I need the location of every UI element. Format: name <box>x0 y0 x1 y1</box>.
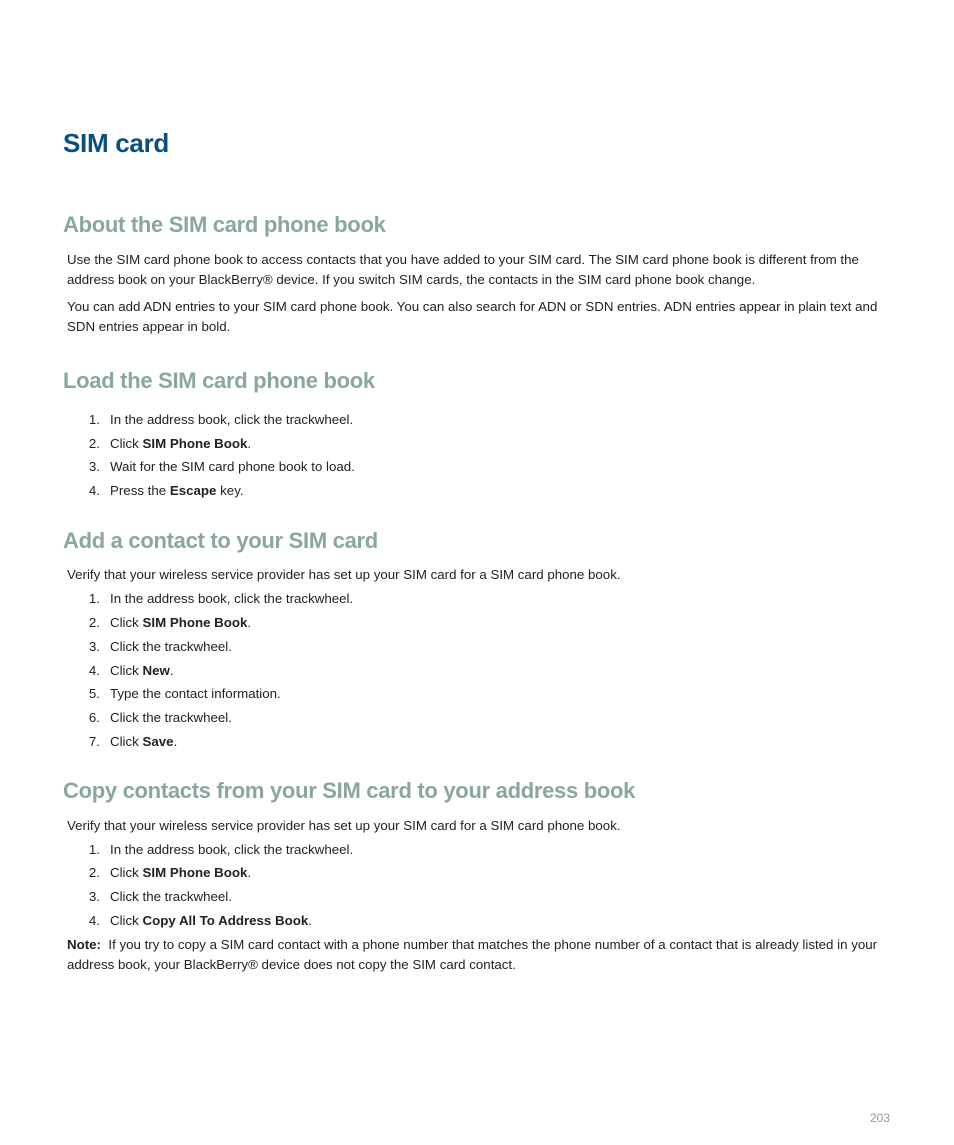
note-paragraph <box>67 935 897 975</box>
step-bold: Save <box>142 734 174 749</box>
step-text-end: . <box>173 734 178 749</box>
step-text-end: . <box>247 865 252 880</box>
step-text: Click <box>110 663 143 678</box>
step-text: In the address book, click the trackwheel. <box>110 842 354 857</box>
step-text: Click <box>110 865 143 880</box>
step-text-end: . <box>247 615 252 630</box>
step-text-end: . <box>247 436 252 451</box>
step-bold: Escape <box>169 483 217 498</box>
step-number: 3. <box>88 639 100 654</box>
step-number: 3. <box>88 889 100 904</box>
step-text: Wait for the SIM card phone book to load. <box>110 459 355 474</box>
copy-intro: Verify that your wireless service provider has set up your SIM card for a SIM card phone book. <box>67 818 621 833</box>
page-number: 203 <box>869 1111 890 1125</box>
heading-load: Load the SIM card phone book <box>63 368 375 393</box>
step-number: 1. <box>88 412 100 427</box>
step-text: Click <box>110 436 143 451</box>
step-number: 2. <box>88 615 100 630</box>
step-text-end: . <box>169 663 174 678</box>
step-number: 4. <box>88 913 100 928</box>
step-text: Click the trackwheel. <box>110 710 232 725</box>
note-text: If you try to copy a SIM card contact with a phone number that matches the phone number of a contact that is already listed in your address book, your BlackBerry® device does not copy the SIM card contact. <box>67 937 878 972</box>
step-bold: New <box>142 663 170 678</box>
step-bold: SIM Phone Book <box>142 436 248 451</box>
step-text: Click <box>110 913 143 928</box>
step-text: Press the <box>110 483 170 498</box>
step-text: Click <box>110 734 143 749</box>
step-number: 6. <box>88 710 100 725</box>
step-number: 5. <box>88 686 100 701</box>
step-number: 4. <box>88 483 100 498</box>
step-text-end: key. <box>216 483 244 498</box>
step-number: 2. <box>88 436 100 451</box>
heading-copy-contacts: Copy contacts from your SIM card to your address book <box>63 778 636 803</box>
step-text: Type the contact information. <box>110 686 281 701</box>
step-text-end: . <box>308 913 312 928</box>
step-number: 1. <box>88 591 100 606</box>
step-text: In the address book, click the trackwheel. <box>110 591 354 606</box>
step-number: 3. <box>88 459 100 474</box>
step-text: Click <box>110 615 143 630</box>
step-bold: SIM Phone Book <box>142 865 248 880</box>
step-number: 4. <box>88 663 100 678</box>
add-intro: Verify that your wireless service provider has set up your SIM card for a SIM card phone book. <box>67 567 621 582</box>
note-label: Note: <box>67 937 101 952</box>
step-bold: Copy All To Address Book <box>142 913 309 928</box>
step-text: Click the trackwheel. <box>110 639 232 654</box>
page-title: SIM card <box>63 128 169 158</box>
about-paragraph-2: You can add ADN entries to your SIM card phone book. You can also search for ADN or SDN entries. ADN entries appear in plain text and SDN entries appear in bold. <box>67 299 878 334</box>
heading-add-contact: Add a contact to your SIM card <box>63 528 378 553</box>
step-number: 2. <box>88 865 100 880</box>
step-text: In the address book, click the trackwheel. <box>110 412 354 427</box>
step-number: 1. <box>88 842 100 857</box>
step-bold: SIM Phone Book <box>142 615 248 630</box>
about-paragraph-1: Use the SIM card phone book to access contacts that you have added to your SIM card. The SIM card phone book is different from the address book on your BlackBerry® device. If you switch SIM cards, the contacts in the SIM card phone book change. <box>67 252 859 287</box>
step-text: Click the trackwheel. <box>110 889 232 904</box>
step-number: 7. <box>88 734 100 749</box>
heading-about: About the SIM card phone book <box>63 212 386 237</box>
